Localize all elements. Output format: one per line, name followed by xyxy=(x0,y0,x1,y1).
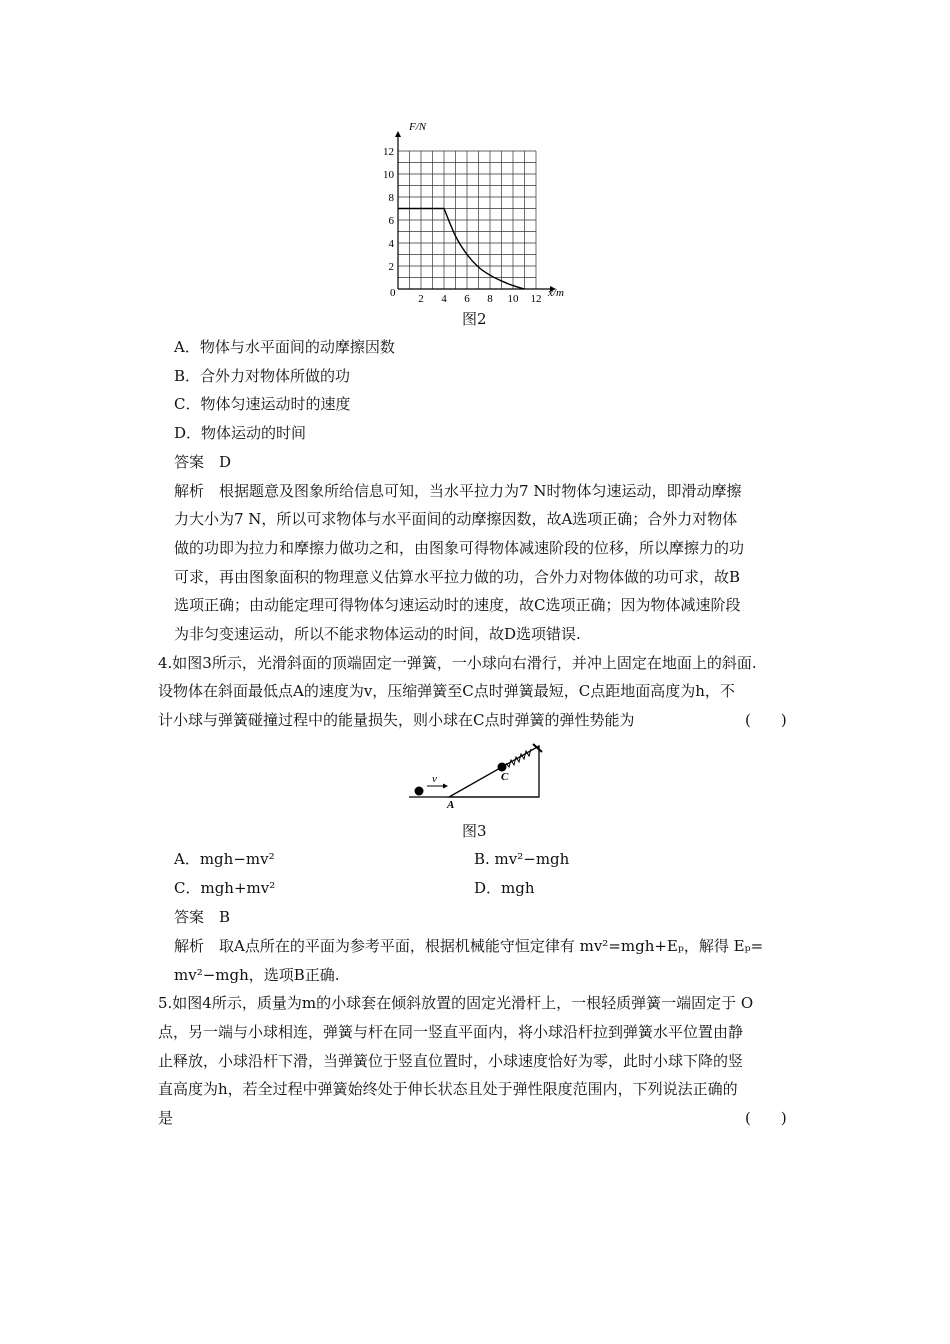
q4-stem-line: 设物体在斜面最低点A的速度为v，压缩弹簧至C点时弹簧最短，C点距地面高度为h，不 xyxy=(158,682,735,700)
q4-option-a: A．mgh−mv² xyxy=(174,850,275,868)
chart-origin-label: 0 xyxy=(390,287,396,299)
label-c: C xyxy=(501,771,509,783)
fig2-caption: 图2 xyxy=(462,310,487,328)
q5-stem-line: 止释放，小球沿杆下滑，当弹簧位于竖直位置时，小球速度恰好为零，此时小球下降的竖 xyxy=(158,1052,744,1070)
y-tick-label: 10 xyxy=(383,169,394,181)
q5-stem-line: 点，另一端与小球相连，弹簧与杆在同一竖直平面内，将小球沿杆拉到弹簧水平位置由静 xyxy=(158,1023,744,1041)
q3-option-c: C．物体匀速运动时的速度 xyxy=(174,395,351,413)
y-tick-label: 12 xyxy=(383,146,394,158)
x-tick-label: 8 xyxy=(487,293,493,304)
x-tick-label: 4 xyxy=(441,293,447,304)
q3-analysis-line: 力大小为7 N，所以可求物体与水平面间的动摩擦因数，故A选项正确；合外力对物体 xyxy=(174,510,738,528)
q3-option-b: B．合外力对物体所做的功 xyxy=(174,367,351,385)
label-v: v xyxy=(432,773,437,785)
q3-option-d: D．物体运动的时间 xyxy=(174,424,307,442)
q4-option-c: C．mgh+mv² xyxy=(174,879,276,897)
q5-bracket: ( ) xyxy=(745,1109,787,1127)
fig3-caption: 图3 xyxy=(462,822,487,840)
q4-analysis-line: mv²−mgh，选项B正确. xyxy=(174,966,340,984)
fig2-chart xyxy=(370,118,580,304)
label-a: A xyxy=(447,799,455,810)
x-tick-label: 10 xyxy=(507,293,519,304)
q5-stem-line: 是 xyxy=(158,1109,174,1127)
q3-analysis-line: 可求，再由图象面积的物理意义估算水平拉力做的功，合外力对物体做的功可求，故B xyxy=(174,568,741,586)
q3-analysis-line: 选项正确；由动能定理可得物体匀速运动时的速度，故C选项正确；因为物体减速阶段 xyxy=(174,596,741,614)
q4-analysis-line: 解析 取A点所在的平面为参考平面，根据机械能守恒定律有 mv²=mgh+Eₚ，解得 Eₚ= xyxy=(174,937,764,955)
y-tick-label: 2 xyxy=(388,261,394,273)
q3-analysis-line: 解析 根据题意及图象所给信息可知，当水平拉力为7 N时物体匀速运动，即滑动摩擦 xyxy=(174,482,742,500)
arrowhead-icon xyxy=(443,784,448,789)
q3-analysis-line: 为非匀变速运动，所以不能求物体运动的时间，故D选项错误. xyxy=(174,625,581,643)
q4-answer: 答案 B xyxy=(174,908,231,926)
q5-stem-line: 5.如图4所示，质量为m的小球套在倾斜放置的固定光滑杆上，一根轻质弹簧一端固定于 O xyxy=(158,994,754,1012)
x-tick-label: 6 xyxy=(464,293,470,304)
y-tick-label: 6 xyxy=(388,215,394,227)
q4-stem-line: 4.如图3所示，光滑斜面的顶端固定一弹簧，一小球向右滑行，并冲上固定在地面上的斜面. xyxy=(158,654,757,672)
q4-bracket: ( ) xyxy=(745,711,787,729)
q5-stem-line: 直高度为h，若全过程中弹簧始终处于伸长状态且处于弹性限度范围内，下列说法正确的 xyxy=(158,1080,738,1098)
y-axis-arrow-icon xyxy=(395,131,401,137)
ball-moving xyxy=(415,787,424,796)
q4-stem-line: 计小球与弹簧碰撞过程中的能量损失，则小球在C点时弹簧的弹性势能为 xyxy=(158,711,635,729)
chart-ylabel: F/N xyxy=(409,121,427,133)
q4-option-d: D．mgh xyxy=(474,879,535,897)
q3-answer: 答案 D xyxy=(174,453,232,471)
chart-xlabel: x/m xyxy=(548,287,564,299)
x-tick-label: 2 xyxy=(418,293,424,304)
y-tick-label: 8 xyxy=(388,192,394,204)
y-tick-label: 4 xyxy=(388,238,394,250)
q3-analysis-line: 做的功即为拉力和摩擦力做功之和，由图象可得物体减速阶段的位移，所以摩擦力的功 xyxy=(174,539,745,557)
q3-option-a: A．物体与水平面间的动摩擦因数 xyxy=(174,338,395,356)
chart-series-line xyxy=(398,209,525,290)
q4-option-b: B. mv²−mgh xyxy=(474,850,570,868)
x-tick-label: 12 xyxy=(530,293,542,304)
fig3-incline-diagram xyxy=(405,736,545,810)
